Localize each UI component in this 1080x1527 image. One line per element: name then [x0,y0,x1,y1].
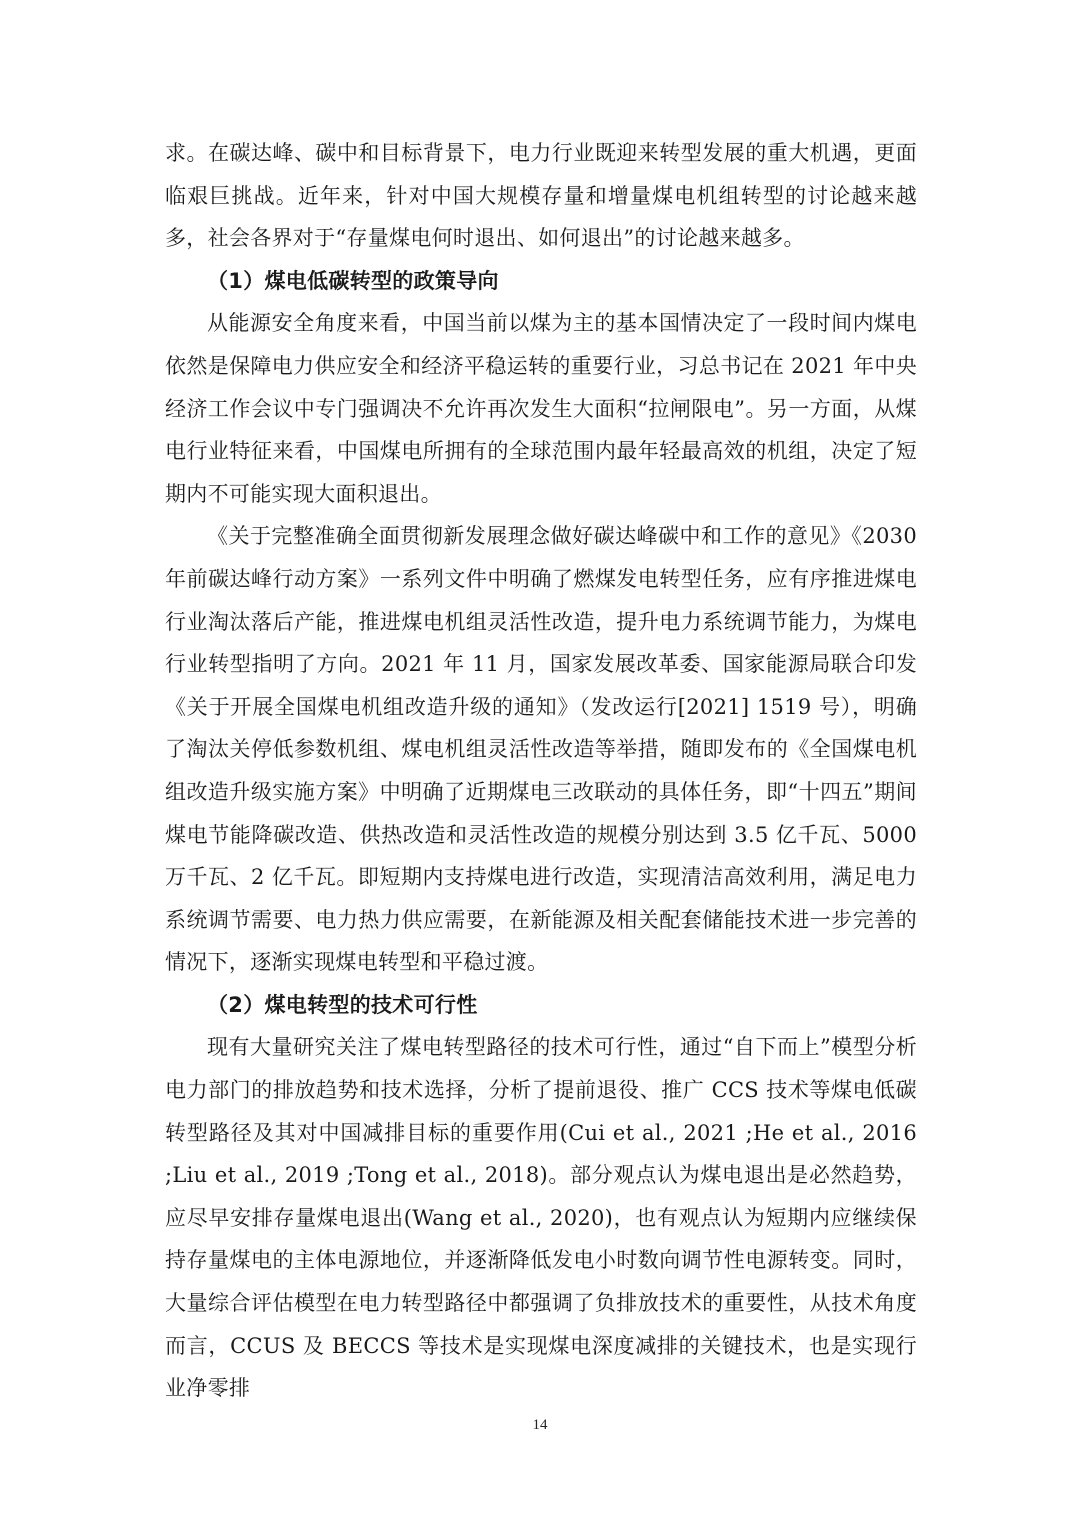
section-heading-technical-feasibility: （2）煤电转型的技术可行性 [207,992,478,1017]
paragraph-policy-documents: 《关于完整准确全面贯彻新发展理念做好碳达峰碳中和工作的意见》《2030 年前碳达峰行动方案》一系列文件中明确了燃煤发电转型任务，应有序推进煤电行业淘汰落后产能，推进煤电机组灵活性改造，提升电力系统调节能力，为煤电行业转型指明了方向。2021 年 11 月，国家发展改革委、国家能源局联合印发《关于开展全国煤电机组改造升级的通知》（发改运行[2021] 1519 号），明确了淘汰关停低参数机组、煤电机组灵活性改造等举措，随即发布的《全国煤电机组改造升级实施方案》中明确了近期煤电三改联动的具体任务，即“十四五”期间煤电节能降碳改造、供热改造和灵活性改造的规模分别达到 3.5 亿千瓦、5000 万千瓦、2 亿千瓦。即短期内支持煤电进行改造，实现清洁高效利用，满足电力系统调节需要、电力热力供应需要，在新能源及相关配套储能技术进一步完善的情况下，逐渐实现煤电转型和平稳过渡。 [165,524,917,975]
paragraph-energy-security: 从能源安全角度来看，中国当前以煤为主的基本国情决定了一段时间内煤电依然是保障电力供应安全和经济平稳运转的重要行业，习总书记在 2021 年中央经济工作会议中专门强调决不允许再次发生大面积“拉闸限电”。另一方面，从煤电行业特征来看，中国煤电所拥有的全球范围内最年轻最高效的机组，决定了短期内不可能实现大面积退出。 [165,311,917,506]
document-body [165,132,917,1410]
paragraph-technical-research: 现有大量研究关注了煤电转型路径的技术可行性，通过“自下而上”模型分析电力部门的排放趋势和技术选择，分析了提前退役、推广 CCS 技术等煤电低碳转型路径及其对中国减排目标的重要作用(Cui et al., 2021 ;He et al., 2016 ;Liu et al., 2019 ;Tong et al., 2018)。部分观点认为煤电退出是必然趋势，应尽早安排存量煤电退出(Wang et al., 2020)，也有观点认为短期内应继续保持存量煤电的主体电源地位，并逐渐降低发电小时数向调节性电源转变。同时，大量综合评估模型在电力转型路径中都强调了负排放技术的重要性，从技术角度而言，CCUS 及 BECCS 等技术是实现煤电深度减排的关键技术，也是实现行业净零排 [165,1035,917,1401]
paragraph-intro-continued: 求。在碳达峰、碳中和目标背景下，电力行业既迎来转型发展的重大机遇，更面临艰巨挑战。近年来，针对中国大规模存量和增量煤电机组转型的讨论越来越多，社会各界对于“存量煤电何时退出、如何退出”的讨论越来越多。 [165,141,917,251]
page-number: 14 [532,1417,548,1433]
section-heading-policy: （1）煤电低碳转型的政策导向 [207,268,499,293]
